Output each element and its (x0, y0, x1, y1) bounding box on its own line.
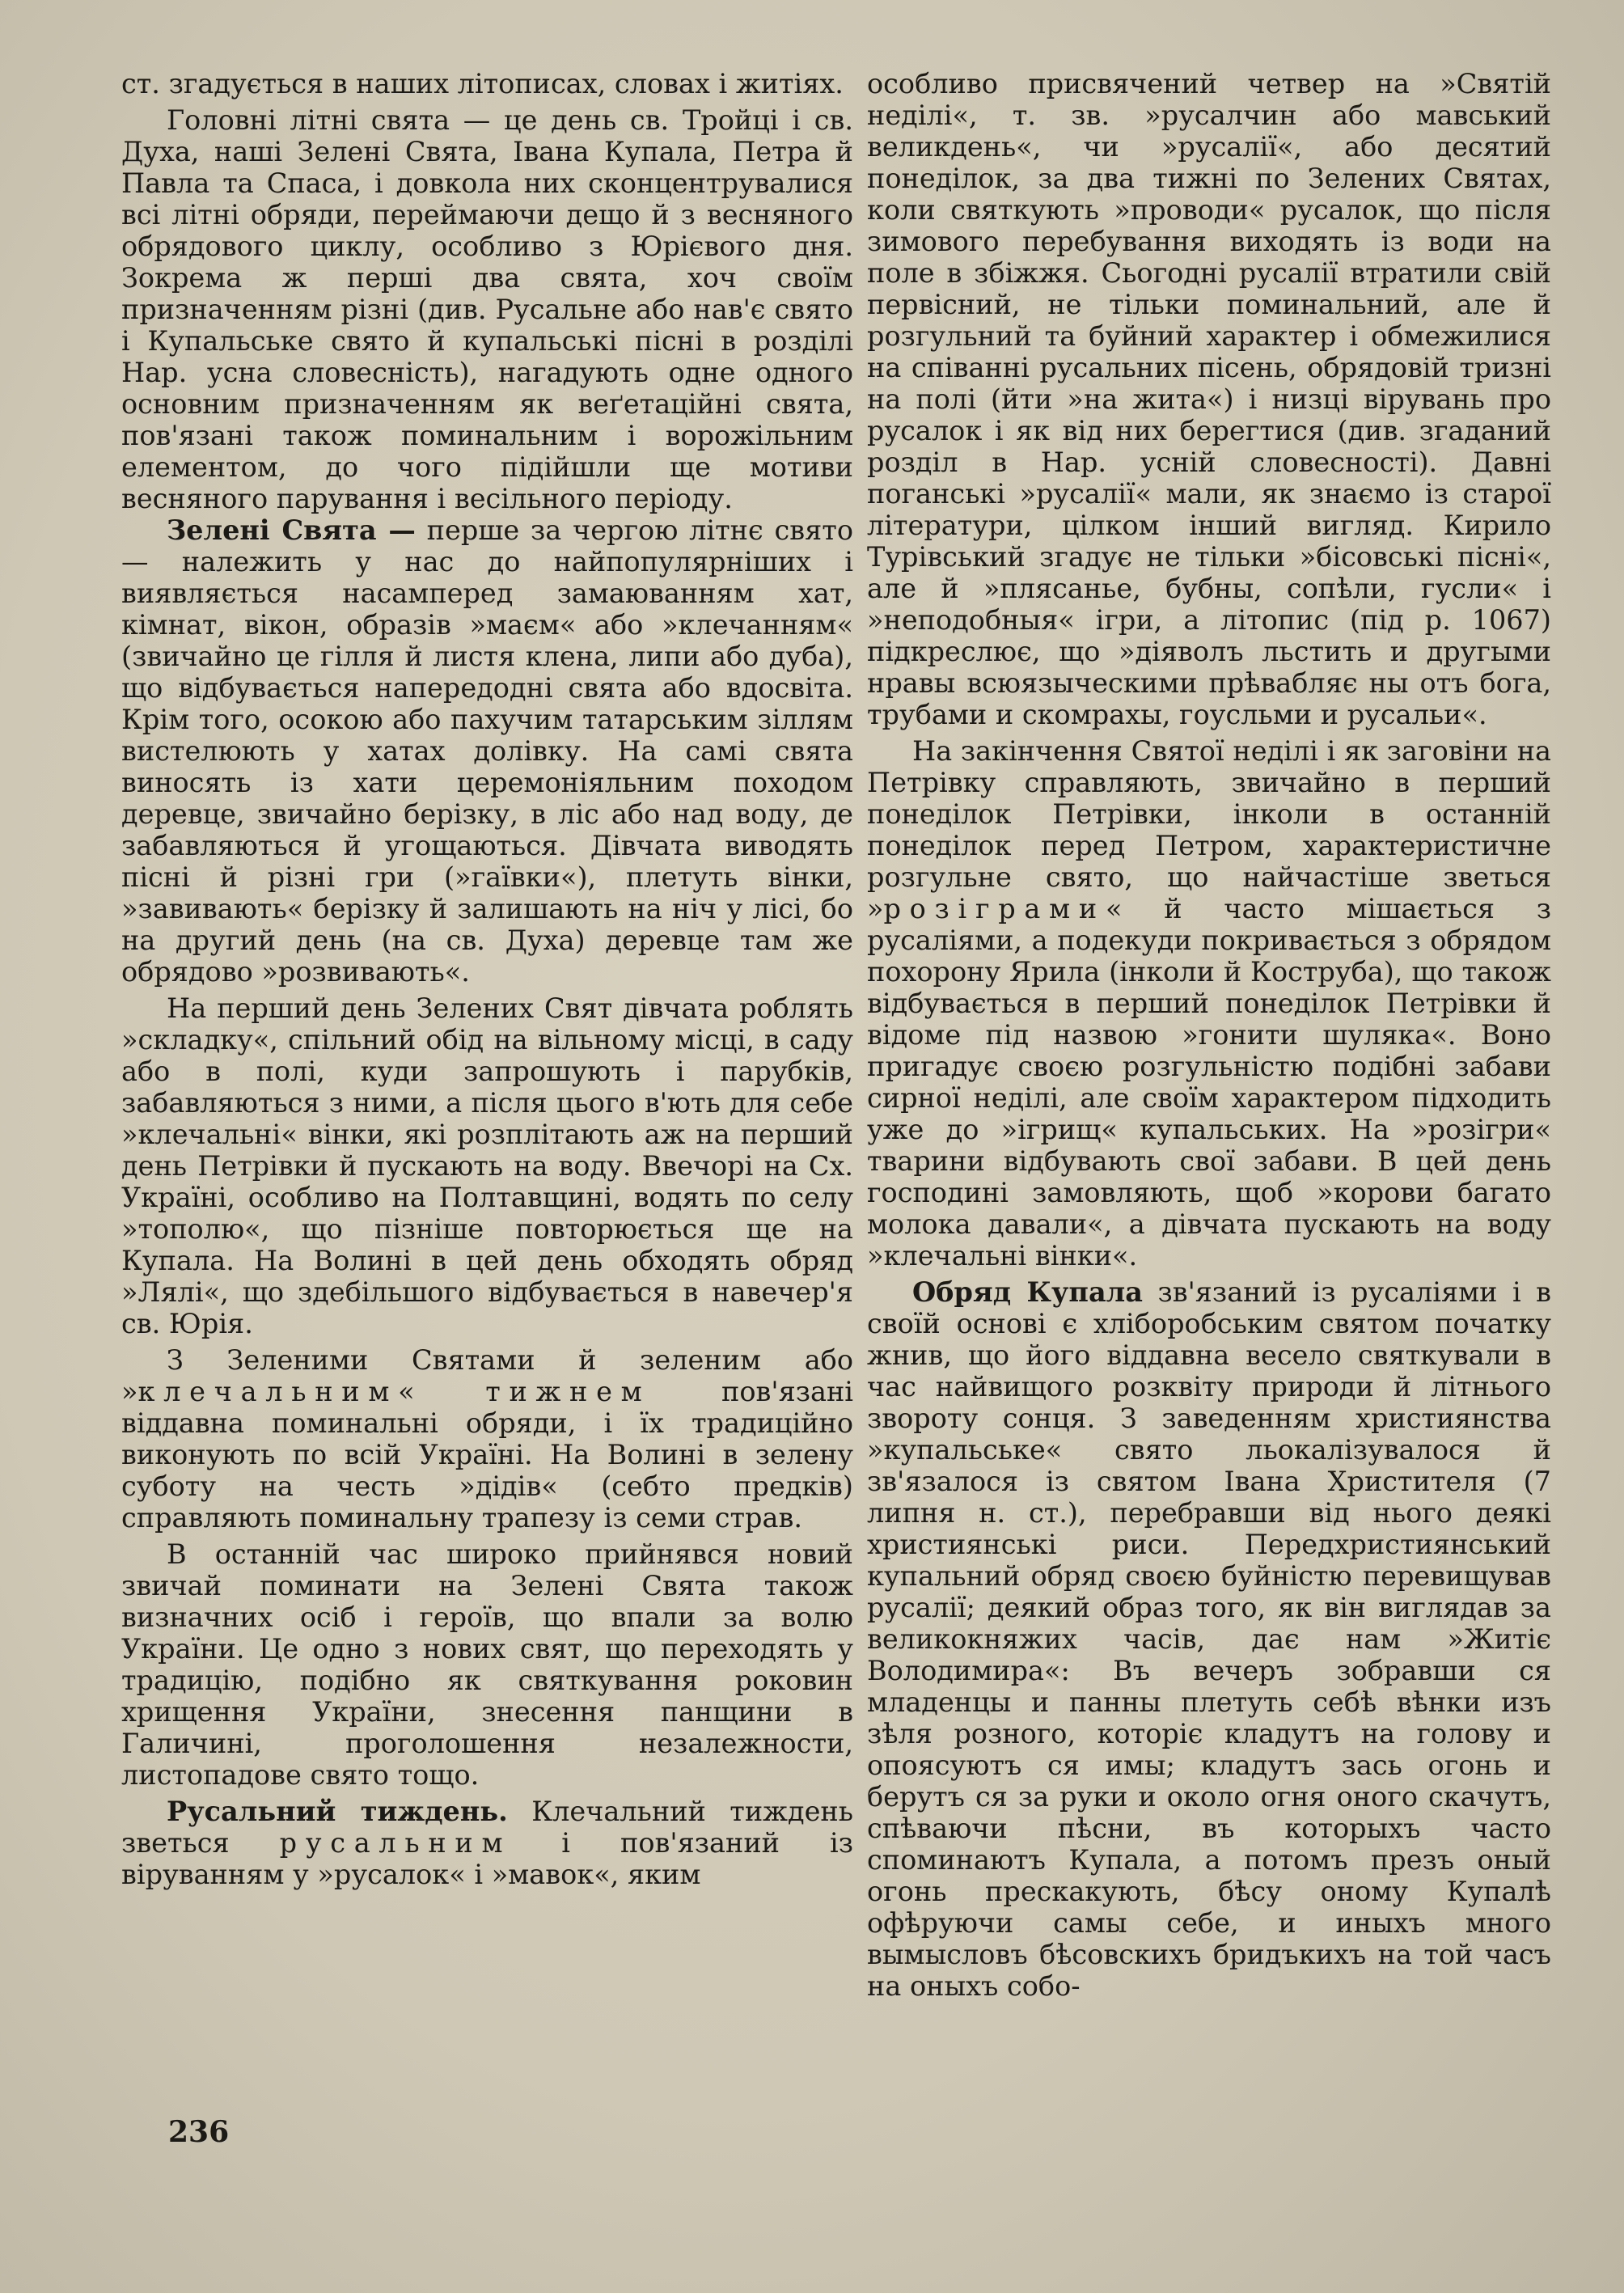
paragraph: особливо присвячений четвер на »Святій неділі«, т. зв. »русалчин або мавський великдень«, чи »русалії«, або десятий понеділок, за два тижні по Зелених Святах, коли святкують »проводи« русалок, що після зимового перебування виходять із води на поле в збіжжя. Сьогодні русалії втратили свій первісний, не тільки поминальний, але й розгульний та буйний характер і обмежилися на співанні русальних пісень, обрядовій тризні на полі (йти »на жита«) і низці вірувань про русалок і як від них берегтися (див. згаданий розділ в Нар. усній словесності). Давні поганські »русалії« мали, як знаємо із старої літератури, цілком інший вигляд. Кирило Турівський згадує не тільки »бісовські пісні«, але й »плясанье, бубны, сопѣли, гусли« і »неподобныя« ігри, а літопис (під р. 1067) підкреслює, що »діяволъ льстить и другыми нравы всюязыческими прѣвабляє ны отъ бога, трубами и скомрахы, гоусльми и русальи«. (867, 68, 1551, 730)
section-heading: Обряд Купала (912, 1276, 1143, 1308)
spaced-term: русальним (279, 1827, 512, 1859)
paragraph-green-holidays: Зелені Свята — перше за чергою літнє свято — належить у нас до найпопулярніших і виявляється насамперед замаюванням хат, кімнат, вікон, образів »маєм« або »клечанням« (звичайно це гілля й листя клена, липи або дуба), що відбувається напередодні свята або вдосвіта. Крім того, осокою або пахучим татарським зіллям вистелюють у хатах долівку. На самі свята виносять із хати церемоніяльним походом деревце, звичайно берізку, в ліс або над воду, де забавляються й угощаються. Дівчата виводять пісні й різні гри (»гаївки«), плетуть вінки, »завивають« берізку й залишають на ніч у лісі, бо на другий день (на св. Духа) деревце там же обрядово »розвивають«. (121, 514, 853, 988)
paragraph-rusalii-week: Русальний тиждень. Клечальний тиждень зветься русальним і пов'язаний із віруванням у »русалок« і »мавок«, яким (121, 1796, 853, 1890)
paragraph: На перший день Зелених Свят дівчата роблять »складку«, спільний обід на вільному місці, в саду або в полі, куди запрошують і парубків, забавляються з ними, а після цього в'ють для себе »клечальні« вінки, які розплітають аж на перший день Петрівки й пускають на воду. Ввечорі на Сх. Україні, особливо на Полтавщині, водять по селу »тополю«, що пізніше повторюється ще на Купала. На Волині в цей день обходять обряд »Лялі«, що здебільшого відбувається в навечер'я св. Юрія. (121, 992, 853, 1339)
paragraph-kupala: Обряд Купала зв'язаний із русаліями і в своїй основі є хліборобським святом початку жнив, що його віддавна весело святкували в час найвищого розквіту природи й літнього звороту сонця. З заведенням християнства »купальське« свято льокалізувалося й зв'язалося із святом Івана Христителя (7 липня н. ст.), перебравши від нього деякі християнські риси. Передхристиянський купальний обряд своєю буйністю перевищував русалії; деякий образ того, як він виглядав за великокняжих часів, дає нам »Житіє Володимира«: Въ вечеръ зобравши ся младенцы и панны плетуть себѣ вѣнки изъ зѣля розного, которіє кладутъ на голову и опоясуютъ ся имы; кладутъ зась огонь и берутъ ся за руки и около огня оного скачутъ, спѣваючи пѣсни, въ которыхъ часто споминаютъ Купала, а потомъ презъ оный огонь прескакують, бѣсу оному Купалѣ офѣруючи самы себе, и иныхъ много вымысловъ бѣсовскихъ бридъкихъ на той часъ на оныхъ собо- (867, 1276, 1551, 2002)
paragraph: В останній час широко прийнявся новий звичай поминати на Зелені Свята також визначних осіб і героїв, що впали за волю України. Це одно з нових свят, що переходять у традицію, подібно як святкування роковин хрищення України, знесення панщини в Галичині, проголошення незалежности, листопадове свято тощо. (121, 1538, 853, 1791)
paragraph: На закінчення Святої неділі і як заговіни на Петрівку справляють, звичайно в перший понеділок Петрівки, інколи в останній понеділок перед Петром, характеристичне розгульне свято, що найчастіше зветься »розіграми« й часто мішається з русаліями, а подекуди покривається з обрядом похорону Ярила (інколи й Коструба), що також відбувається в перший понеділок Петрівки й відоме під назвою »гонити шуляка«. Воно пригадує своєю розгульністю подібні забави сирної неділі, але своїм характером підходить уже до »ігрищ« купальських. На »розігри« тварини відбувають свої забави. В цей день господині замовляють, щоб »корови багато молока давали«, а дівчата пускають на воду »клечальні вінки«. (867, 735, 1551, 1271)
right-column (867, 68, 1551, 2002)
left-column (121, 68, 853, 1890)
paragraph: Головні літні свята — це день св. Тройці і св. Духа, наші Зелені Свята, Івана Купала, Петра й Павла та Спаса, і довкола них сконцентрувалися всі літні обряди, переймаючи дещо й з весняного обрядового циклу, особливо з Юрієвого дня. Зокрема ж перші два свята, хоч своїм призначенням різні (див. Русальне або нав'є свято і Купальське свято й купальські пісні в розділі Нар. усна словесність), нагадують одне одного основним призначенням як веґетаційні свята, пов'язані також поминальним і ворожільним елементом, до чого підійшли ще мотиви весняного парування і весільного періоду. (121, 104, 853, 514)
spaced-term: клечальним (137, 1376, 399, 1407)
page-number: 236 (168, 2115, 230, 2149)
paragraph: ст. згадується в наших літописах, словах і житіях. (121, 68, 844, 99)
paragraph: З Зеленими Святами й зеленим або »клечальним« тижнем пов'язані віддавна поминальні обряди, і їх традиційно виконують по всій Україні. На Волині в зелену суботу на честь »дідів« (себто предків) справляють поминальну трапезу із семи страв. (121, 1344, 853, 1534)
section-heading: Зелені Свята — (167, 514, 416, 546)
spaced-term: тижнем (485, 1376, 651, 1407)
section-heading: Русальний тиждень. (167, 1796, 508, 1827)
spaced-term: розіграми (883, 893, 1106, 924)
